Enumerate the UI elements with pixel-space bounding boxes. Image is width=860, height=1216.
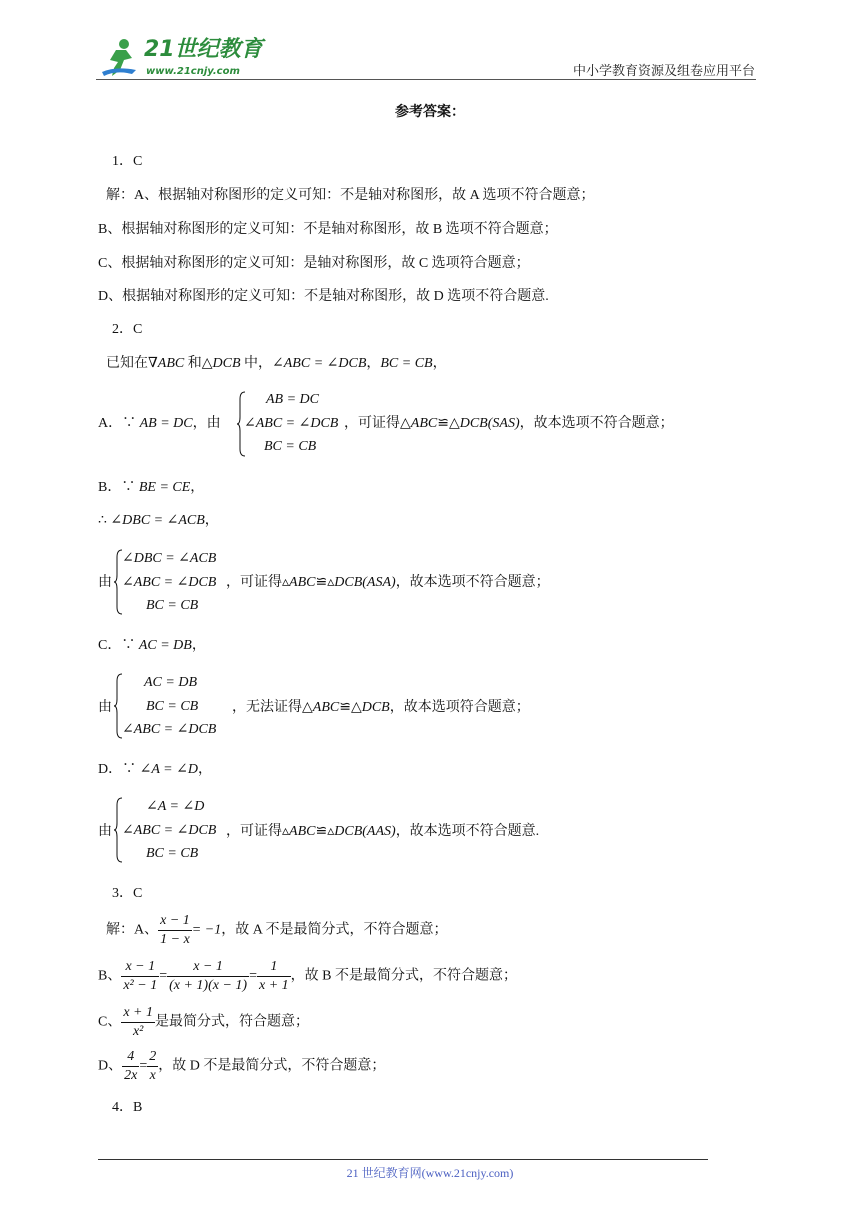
q2a-prefix: A．∵ — [98, 416, 140, 431]
q1-line-b: B、根据轴对称图形的定义可知：不是轴对称图形，故 B 选项不符合题意； — [98, 222, 558, 237]
q3d-numerator-2: 2 — [147, 1048, 158, 1067]
q2c-system-3: ∠ABC = ∠DCB — [122, 722, 217, 737]
q2a-mid: ，由 — [192, 416, 221, 431]
page-title: 参考答案： — [395, 105, 465, 120]
q2d-conclusion: ，故本选项不符合题意. — [395, 824, 540, 839]
logo-url: www.21cnjy.com — [146, 66, 240, 77]
q3d-fraction-2 — [147, 1048, 158, 1085]
equals-sign: = — [249, 968, 257, 984]
q2a-t1: ABC — [410, 416, 438, 431]
q3d-line — [98, 1048, 385, 1085]
q3c-numerator: x + 1 — [121, 1004, 155, 1023]
q1-line-d: D、根据轴对称图形的定义可知：不是轴对称图形，故 D 选项不符合题意. — [98, 289, 549, 304]
q2c-prefix: C．∵ — [98, 638, 139, 653]
q3b-fraction-1 — [121, 958, 159, 995]
q2c-t2: DCB — [361, 700, 390, 715]
q2a-cond: AB = DC — [139, 416, 193, 431]
q2-intro — [106, 354, 447, 374]
q3d-fraction-1 — [122, 1048, 139, 1085]
therefore-symbol: ∴ — [98, 513, 111, 528]
q3d-denominator-2: x — [149, 1068, 156, 1083]
q3c-prefix: C、 — [98, 1014, 122, 1030]
q2a-cong: ≌△ — [437, 416, 460, 431]
site-logo — [96, 36, 263, 80]
q2a-rule: (SAS) — [487, 416, 520, 431]
q3b-fraction-2 — [167, 958, 249, 995]
q3d-prefix: D、 — [98, 1058, 123, 1074]
q2a-system-2: ∠ABC = ∠DCB — [244, 416, 339, 431]
q1-line-a: 解：A、根据轴对称图形的定义可知：不是轴对称图形，故 A 选项不符合题意； — [106, 188, 595, 203]
q2d-after: ，可证得▵ — [226, 824, 290, 839]
q3a-numerator: x − 1 — [158, 912, 192, 931]
q2d-system-2: ∠ABC = ∠DCB — [122, 823, 217, 838]
q2b-t2: DCB — [334, 575, 363, 590]
q2d-rule: (AAS) — [362, 824, 396, 839]
header-divider — [96, 79, 756, 80]
platform-name: 中小学教育资源及组卷应用平台 — [572, 63, 755, 78]
q2d-prefix: D．∵ — [98, 762, 140, 777]
logo-text: 21世纪教育 — [144, 37, 263, 62]
q3c-conclusion: 是最简分式，符合题意； — [155, 1014, 310, 1030]
q2b-cong: ≌▵ — [315, 575, 335, 590]
q2b-therefore — [98, 511, 219, 531]
q2-intro-abc: ABC — [157, 356, 185, 371]
q2-intro-dcb: DCB — [212, 356, 241, 371]
q3c-fraction — [121, 1004, 155, 1041]
q3b-numerator-2: x − 1 — [167, 958, 249, 977]
q2b-conclusion: ，故本选项不符合题意； — [395, 575, 550, 590]
q3b-numerator-3: 1 — [257, 958, 291, 977]
q2a-after: ，可证得△ — [344, 416, 411, 431]
q2c-end: ， — [191, 638, 206, 653]
q2a-t2: DCB — [459, 416, 488, 431]
q2a-line — [98, 414, 221, 434]
q2c-cong: ≌△ — [339, 700, 362, 715]
q2b-after: ，可证得▵ — [226, 575, 290, 590]
q3a-prefix: 解：A、 — [106, 922, 159, 938]
q2b-t1: ABC — [289, 575, 316, 590]
q2-intro-text: ， — [432, 356, 447, 371]
q2a-system-1: AB = DC — [266, 392, 319, 407]
q3b-line — [98, 958, 517, 995]
q2-intro-text: 中， — [240, 356, 273, 371]
q2-intro-text: 和△ — [184, 356, 213, 371]
q2c-system-2: BC = CB — [146, 699, 199, 714]
q3b-denominator-3: x + 1 — [259, 978, 289, 993]
q2b-system-2: ∠ABC = ∠DCB — [122, 575, 217, 590]
q3d-conclusion: ，故 D 不是最简分式，不符合题意； — [158, 1058, 386, 1074]
q2c-conclusion: ，故本选项符合题意； — [389, 700, 530, 715]
q2b-rule: (ASA) — [362, 575, 396, 590]
q2b-tend: ， — [204, 513, 219, 528]
q2b-cond: BE = CE — [138, 480, 191, 495]
q2a-result — [344, 414, 674, 434]
q2b-system-1: ∠DBC = ∠ACB — [122, 551, 217, 566]
q2d-cong: ≌▵ — [315, 824, 335, 839]
q1-label: 1．C — [112, 154, 143, 169]
q3b-prefix: B、 — [98, 968, 122, 984]
footer-link[interactable]: 21 世纪教育网(www.21cnjy.com) — [346, 1166, 514, 1180]
q3-label: 3．C — [112, 886, 143, 901]
q3b-fraction-3 — [257, 958, 291, 995]
q2a-conclusion: ，故本选项不符合题意； — [519, 416, 674, 431]
q3a-denominator: 1 − x — [160, 932, 190, 947]
q2c-after: ，无法证得△ — [232, 700, 313, 715]
q2b-by: 由 — [98, 575, 112, 590]
q3b-denominator-1: x² − 1 — [123, 978, 158, 993]
q3c-line — [98, 1004, 309, 1041]
q2c-cond: AC = DB — [138, 638, 192, 653]
q2d-cond: ∠A = ∠D — [139, 762, 198, 777]
q2b-end: ， — [190, 480, 205, 495]
q3b-numerator-1: x − 1 — [121, 958, 159, 977]
q2-intro-text: 已知在∇ — [106, 356, 158, 371]
q2b-result — [226, 573, 550, 593]
q2d-line — [98, 760, 212, 780]
q3b-denominator-2: (x + 1)(x − 1) — [169, 978, 248, 993]
q2d-t1: ABC — [289, 824, 316, 839]
q2-intro-eq2: BC = CB — [380, 356, 433, 371]
q2b-line — [98, 478, 204, 498]
q2c-t1: ABC — [312, 700, 340, 715]
q2d-end: ， — [197, 762, 212, 777]
q3a-conclusion: ，故 A 不是最简分式，不符合题意； — [221, 922, 448, 938]
q2b-tcond: ∠DBC = ∠ACB — [110, 513, 205, 528]
q3b-conclusion: ，故 B 不是最简分式，不符合题意； — [290, 968, 518, 984]
q1-line-c: C、根据轴对称图形的定义可知：是轴对称图形，故 C 选项符合题意； — [98, 256, 530, 271]
equals-sign: = — [159, 968, 168, 984]
q2d-t2: DCB — [334, 824, 363, 839]
q2-intro-eq1: ∠ABC = ∠DCB — [272, 356, 367, 371]
q2a-system-3: BC = CB — [264, 439, 317, 454]
q3d-denominator-1: 2x — [124, 1068, 138, 1083]
footer-divider — [98, 1159, 708, 1160]
q2-intro-text: ， — [366, 356, 381, 371]
q2c-by: 由 — [98, 700, 112, 715]
q2c-result — [232, 698, 530, 718]
q2b-prefix: B．∵ — [98, 480, 139, 495]
q2c-system-1: AC = DB — [144, 675, 197, 690]
q4-label: 4．B — [112, 1100, 143, 1115]
q3c-denominator: x² — [132, 1024, 144, 1039]
equals-sign: = — [139, 1058, 148, 1074]
q3a-eq: = −1 — [191, 922, 222, 938]
q2d-system-3: BC = CB — [146, 846, 199, 861]
q2d-by: 由 — [98, 824, 112, 839]
q3a-fraction — [158, 912, 192, 949]
q2d-result — [226, 822, 539, 842]
q2c-line — [98, 636, 206, 656]
q2b-system-3: BC = CB — [146, 598, 199, 613]
q3d-numerator-1: 4 — [122, 1048, 139, 1067]
q3a-line — [106, 912, 448, 949]
q2-label: 2．C — [112, 322, 143, 337]
q2d-system-1: ∠A = ∠D — [146, 799, 205, 814]
